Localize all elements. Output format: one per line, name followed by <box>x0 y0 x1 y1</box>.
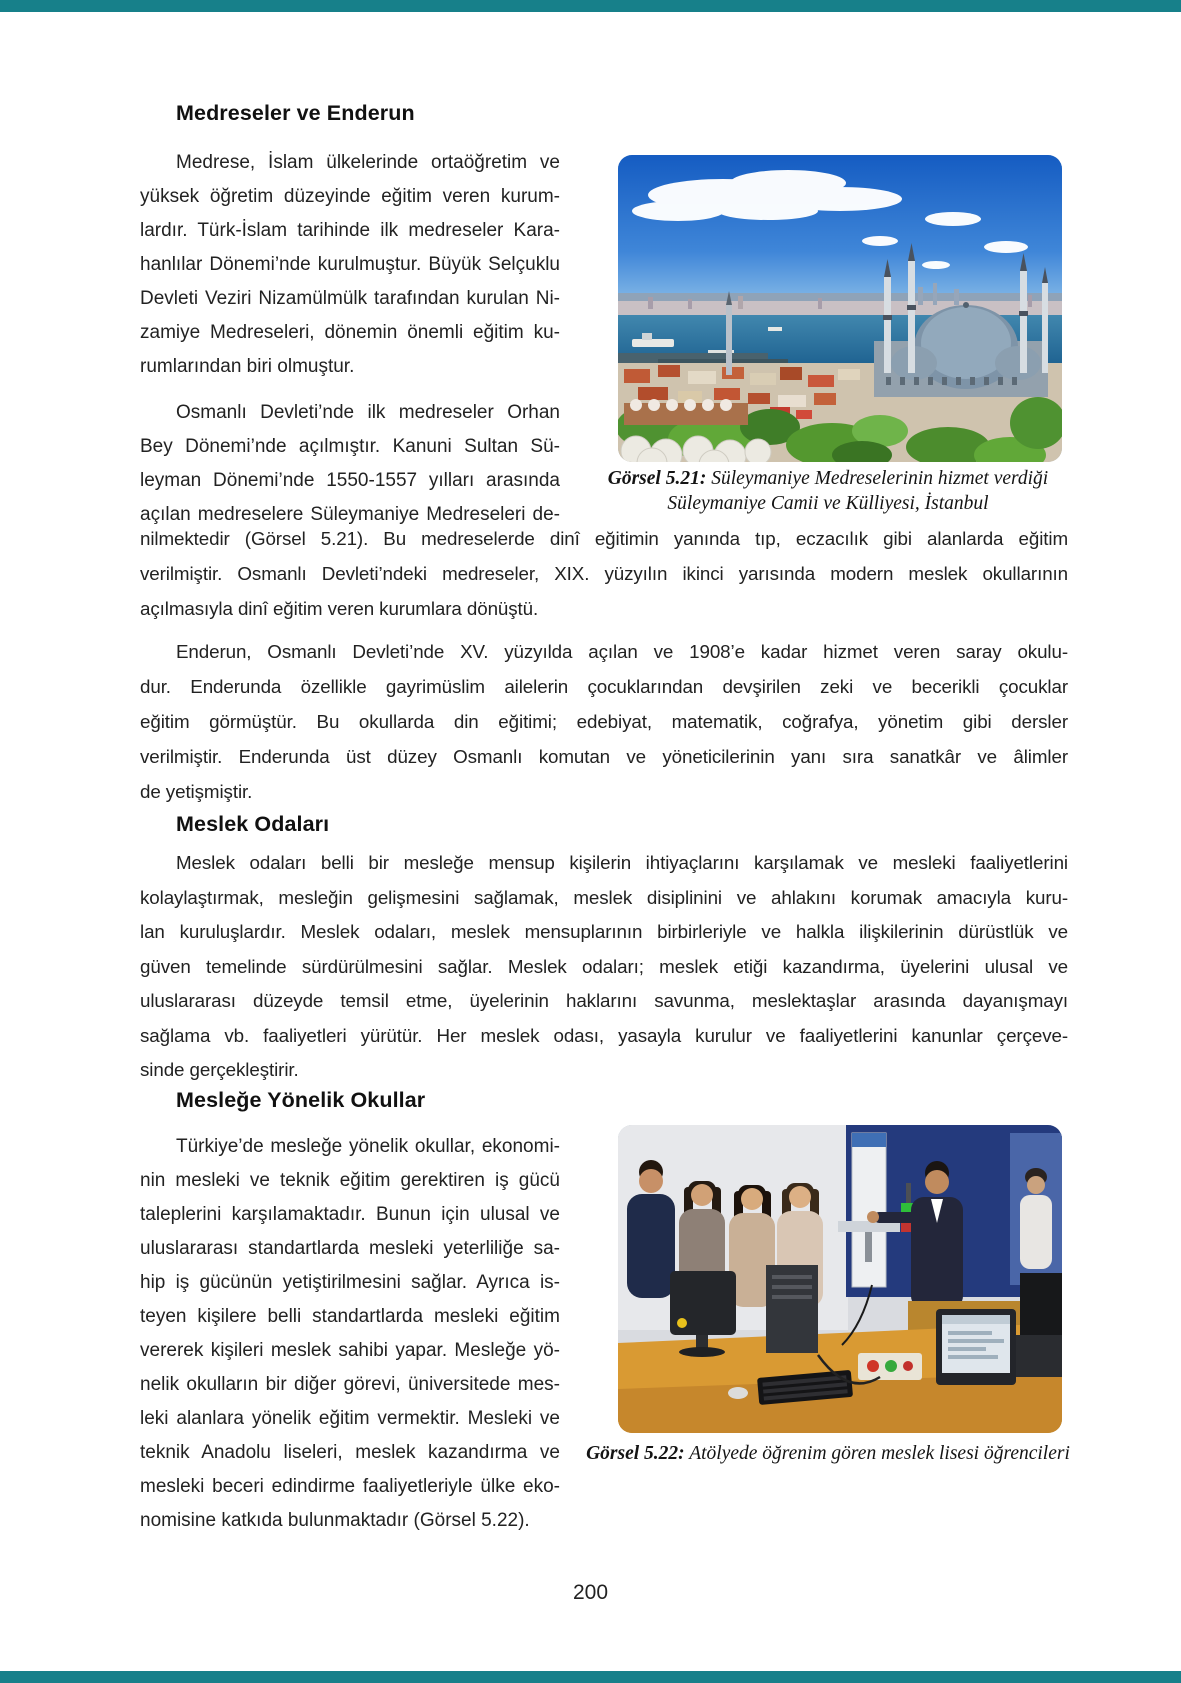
text-line: açılan medreselere Süleymaniye Medreseleri de- <box>140 504 560 525</box>
figure-caption-text: Atölyede öğrenim gören meslek lisesi öğrencileri <box>689 1443 1070 1464</box>
text-line: hanlılar Dönemi’nde kurulmuştur. Büyük Selçuklu <box>140 254 560 275</box>
text-line: sinde gerçekleştirir. <box>140 1059 299 1080</box>
figure-label: Görsel 5.22: <box>586 1443 685 1464</box>
paragraph <box>140 146 560 384</box>
figure-label: Görsel 5.21: <box>607 468 707 489</box>
text-line: nin mesleki ve teknik eğitim gerektiren iş gücü <box>140 1170 560 1191</box>
text-line: dur. Enderunda özellikle gayrimüslim ailelerin çocuklarından devşirilen zeki ve becerikli çocuklar <box>140 676 1068 697</box>
text-line: Medrese, İslam ülkelerinde ortaöğretim ve <box>176 152 560 173</box>
text-line: rumlarından biri olmuştur. <box>140 356 355 377</box>
text-line: sağlama vb. faaliyetleri yürütür. Her meslek odası, yasayla kurulur ve faaliyetlerini kanunlar çerçeve- <box>140 1024 1068 1046</box>
text-line: nomisine katkıda bulunmaktadır (Görsel 5.22). <box>140 1510 530 1531</box>
atelier-students-photo <box>618 1125 1062 1433</box>
text-line: Bey Dönemi’nde açılmıştır. Kanuni Sultan Sü- <box>140 436 560 457</box>
medreseler-left-column <box>140 146 560 532</box>
figure-caption-5-22 <box>578 1441 1078 1466</box>
text-line: leyman Dönemi’nde 1550-1557 yılları arasında <box>140 470 560 491</box>
text-line: mesleki beceri edindirme faaliyetleriyle ülke eko- <box>140 1476 560 1497</box>
page-top-accent-bar <box>0 0 1181 12</box>
text-line: yüksek öğretim düzeyinde eğitim veren kurum- <box>140 186 560 207</box>
section-heading-medreseler: Medreseler ve Enderun <box>176 101 415 125</box>
text-line: hip iş gücünün yetiştirilmesini sağlar. Ayrıca is- <box>140 1272 560 1293</box>
text-line: verilmiştir. Enderunda üst düzey Osmanlı komutan ve yöneticilerinin yanı sıra sanatkâr ve âlimler <box>140 746 1068 767</box>
text-line: verilmiştir. Osmanlı Devleti’ndeki medreseler, XIX. yüzyılın ikinci yarısında modern meslek okullarının <box>140 563 1068 584</box>
meslek-odalari-paragraph <box>140 846 1068 1088</box>
text-line: uluslararası düzeyde temsil etme, üyelerinin haklarını savunma, meslektaşlar arasında dayanışmayı <box>140 990 1068 1011</box>
text-line: nilmektedir (Görsel 5.21). Bu medreselerde dinî eğitimin yanında tıp, eczacılık gibi alanlarda eğitim <box>140 528 1068 549</box>
text-line: vererek kişileri meslek sahibi yapar. Mesleğe yö- <box>140 1340 560 1361</box>
text-line: Enderun, Osmanlı Devleti’nde XV. yüzyılda açılan ve 1908’e kadar hizmet veren saray okulu- <box>176 641 1068 662</box>
text-line: uluslararası standartlarda mesleki yeterliliğe sa- <box>140 1238 560 1259</box>
text-line: zamiye Medreseleri, dönemin önemli eğitim ku- <box>140 322 560 343</box>
medreseler-continuation-paragraph <box>140 521 1068 626</box>
section-heading-meslek-odalari: Meslek Odaları <box>176 812 330 836</box>
text-line: lardır. Türk-İslam tarihinde ilk medreseler Kara- <box>140 220 560 241</box>
text-line: taleplerini karşılamaktadır. Bunun için ulusal ve <box>140 1204 560 1225</box>
text-line: nelik okulların bir diğer görevi, üniversitede mes- <box>140 1374 560 1395</box>
istanbul-panorama-illustration <box>618 155 1062 462</box>
workshop-illustration <box>618 1125 1062 1433</box>
text-line: Türkiye’de mesleğe yönelik okullar, ekonomi- <box>176 1136 560 1157</box>
text-line: Devleti Veziri Nizamülmülk tarafından kurulan Ni- <box>140 288 560 309</box>
text-line: lan kuruluşlardır. Meslek odaları, meslek mensuplarının birbirleriyle ve halkla ilişkilerinin dürüstlük ve <box>140 921 1068 942</box>
text-line: teknik Anadolu liseleri, meslek kazandırma ve <box>140 1442 560 1463</box>
meslege-yonelik-left-column <box>140 1130 560 1538</box>
text-line: teyen kişilere belli standartlarda mesleki eğitim <box>140 1306 560 1327</box>
section-heading-meslege-yonelik: Mesleğe Yönelik Okullar <box>176 1088 426 1112</box>
text-line: açılmasıyla dinî eğitim veren kurumlara dönüştü. <box>140 598 539 619</box>
page-number: 200 <box>572 1581 609 1604</box>
text-line: kolaylaştırmak, mesleğin gelişmesini sağlamak, meslek disiplinini ve ahlakını korumak amacıyla kuru- <box>140 886 1068 908</box>
text-line: Osmanlı Devleti’nde ilk medreseler Orhan <box>176 402 560 423</box>
text-line: leki alanlara yönelik eğitim vermektir. Mesleki ve <box>140 1408 560 1429</box>
text-line: güven temelinde sürdürülmesini sağlar. Meslek odaları; meslek etiği kazandırma, üyelerini ulusal ve <box>140 955 1068 977</box>
figure-caption-5-21 <box>578 466 1078 516</box>
paragraph <box>140 396 560 532</box>
text-line: de yetişmiştir. <box>140 781 253 802</box>
text-line: eğitim görmüştür. Bu okullarda din eğitimi; edebiyat, matematik, coğrafya, yönetim gibi dersler <box>140 711 1068 732</box>
enderun-paragraph <box>140 634 1068 809</box>
page-bottom-accent-bar <box>0 1671 1181 1683</box>
figure-caption-text: Süleymaniye Medreselerinin hizmet verdiği Süleymaniye Camii ve Külliyesi, İstanbul <box>667 468 1049 514</box>
text-line: Meslek odaları belli bir mesleğe mensup kişilerin ihtiyaçlarını karşılamak ve mesleki faaliyetlerini <box>176 852 1068 873</box>
istanbul-suleymaniye-photo <box>618 155 1062 462</box>
